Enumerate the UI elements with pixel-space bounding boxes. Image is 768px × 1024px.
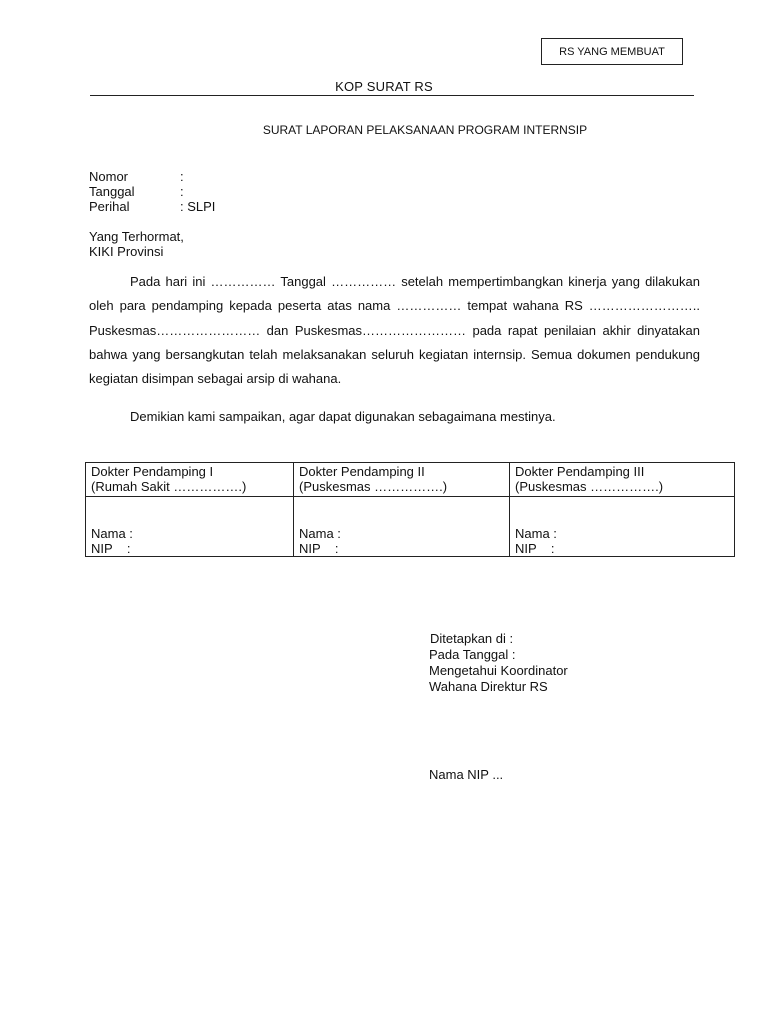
salutation: Yang Terhormat, [89,229,184,244]
recipient: KIKI Provinsi [89,244,164,259]
signature-body-row [86,497,735,557]
signature-space-1 [86,497,294,557]
signer-title: Dokter Pendamping III [515,464,645,479]
letterhead-divider [90,95,694,96]
signer-nip-label: NIP : [91,541,131,556]
approver-name-nip: Nama NIP ... [429,767,504,782]
meta-value: : [180,184,184,199]
meta-row-perihal [89,199,215,214]
signer-place: (Puskesmas …………….) [515,479,664,494]
signer-name-label: Nama : [299,526,341,541]
meta-label: Nomor [89,169,129,184]
body-paragraph-1: Pada hari ini …………… Tanggal …………… setelah mempertimbangkan kinerja yang dilakukan oleh para pendamping kepada peserta atas nama …………… tempat wahana RS …………………….. Puskesmas…………………… dan Puskesmas…………………… pada rapat penilaian akhir dinyatakan bahwa yang bersangkutan telah melaksanakan seluruh kegiatan internsip. Semua dokumen pendukung kegiatan disimpan sebagai arsip di wahana. [89,274,700,387]
signer-place: (Rumah Sakit …………….) [91,479,247,494]
recipient-address [89,229,184,259]
approval-block [429,631,568,695]
letter-meta [89,169,215,214]
signer-name-label: Nama : [515,526,557,541]
signer-title: Dokter Pendamping I [91,464,214,479]
meta-row-nomor [89,169,215,184]
approval-role: Mengetahui Koordinator [429,663,568,678]
meta-row-tanggal [89,184,215,199]
signer-name-label: Nama : [91,526,133,541]
signer-title: Dokter Pendamping II [299,464,425,479]
approval-date: Pada Tanggal : [429,647,516,662]
signer-place: (Puskesmas …………….) [299,479,448,494]
signature-space-3 [510,497,735,557]
meta-value: : [180,169,184,184]
signature-cell-3 [510,463,735,497]
signature-header-row [86,463,735,497]
signature-cell-2 [294,463,510,497]
meta-label: Tanggal [89,184,135,199]
approval-position: Wahana Direktur RS [429,679,548,694]
signature-space-2 [294,497,510,557]
letterhead-title: KOP SURAT RS [335,79,433,94]
signature-table [85,462,735,557]
signature-cell-1 [86,463,294,497]
signer-nip-label: NIP : [299,541,339,556]
document-title: SURAT LAPORAN PELAKSANAAN PROGRAM INTERNSIP [262,123,588,137]
signer-nip-label: NIP : [515,541,555,556]
meta-label: Perihal [89,199,130,214]
creator-badge: RS YANG MEMBUAT [541,38,683,65]
approval-place: Ditetapkan di : [430,631,514,646]
body-paragraph-2: Demikian kami sampaikan, agar dapat digunakan sebagaimana mestinya. [130,409,556,424]
meta-value: : SLPI [180,199,216,214]
